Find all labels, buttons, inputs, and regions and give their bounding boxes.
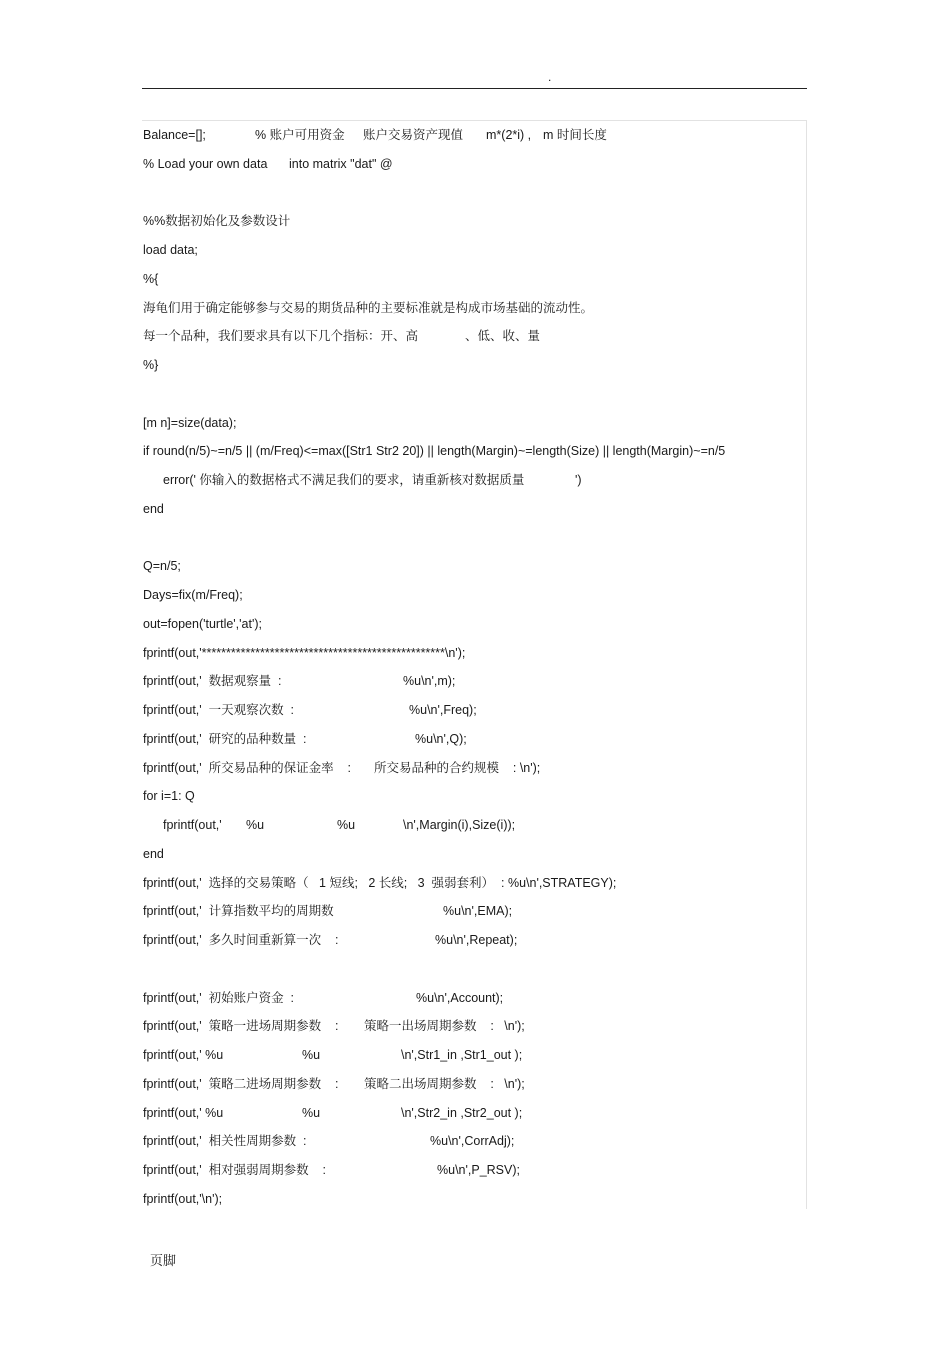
code-text: fprintf(out,' 一天观察次数 :	[143, 703, 295, 717]
code-line	[143, 872, 803, 901]
code-text: %u	[337, 818, 356, 832]
code-text: end	[143, 846, 164, 861]
code-line	[143, 555, 803, 584]
code-text: fprintf(out,'	[163, 818, 222, 832]
code-text: %{	[143, 271, 159, 286]
code-line	[143, 929, 803, 958]
code-text: %%数据初始化及参数设计	[143, 214, 291, 229]
code-line	[143, 1159, 803, 1188]
code-line	[143, 354, 803, 383]
code-text: load data;	[143, 243, 198, 257]
code-text: out=fopen('turtle','at');	[143, 616, 262, 631]
code-line	[143, 584, 803, 613]
code-text: fprintf(out,' %u	[143, 1048, 224, 1062]
code-line	[143, 900, 803, 929]
code-text: %u	[246, 818, 265, 832]
code-text: fprintf(out,' 策略二进场周期参数 :	[143, 1076, 339, 1091]
code-line	[143, 297, 803, 326]
code-text: 策略二出场周期参数 : \n');	[364, 1076, 525, 1091]
code-text: Days=fix(m/Freq);	[143, 588, 243, 602]
code-text: fprintf(out,' 策略一进场周期参数 :	[143, 1019, 339, 1034]
code-line	[143, 728, 803, 757]
page-footer: 页脚	[150, 1253, 177, 1268]
code-line	[143, 642, 803, 671]
code-text: fprintf(out,' 所交易品种的保证金率 :	[143, 760, 351, 775]
code-line	[143, 325, 803, 354]
code-line	[143, 1015, 803, 1044]
code-text: Q=n/5;	[143, 559, 181, 574]
code-text: %u	[302, 1048, 321, 1062]
code-text: \n',Str2_in ,Str2_out );	[401, 1105, 523, 1120]
code-line	[143, 153, 803, 182]
code-line	[143, 527, 803, 556]
code-text: ')	[575, 473, 582, 487]
code-text: Balance=[];	[143, 128, 206, 142]
code-text: 每一个品种，我们要求具有以下几个指标：开、高	[143, 329, 419, 344]
code-text: error(' 你输入的数据格式不满足我们的要求，请重新核对数据质量	[163, 473, 525, 487]
code-line	[143, 958, 803, 987]
code-line	[143, 1073, 803, 1102]
code-line	[143, 1188, 803, 1217]
code-line	[143, 440, 803, 469]
code-line	[143, 182, 803, 211]
code-line	[143, 1130, 803, 1159]
code-text: fprintf(out,' 相对强弱周期参数 :	[143, 1163, 326, 1177]
code-text: m 时间长度	[543, 128, 607, 142]
code-text: 、低、收、量	[465, 329, 541, 344]
code-line	[143, 239, 803, 268]
code-line	[143, 412, 803, 441]
code-text: % Load your own data	[143, 156, 268, 171]
code-line	[143, 843, 803, 872]
code-text: [m n]=size(data);	[143, 415, 237, 430]
code-line	[143, 670, 803, 699]
code-text: fprintf(out,' 初始账户资金 :	[143, 990, 295, 1005]
code-text: \n',Margin(i),Size(i));	[403, 818, 516, 832]
code-line	[143, 1044, 803, 1073]
code-text: fprintf(out,'\n');	[143, 1191, 223, 1206]
code-text: fprintf(out,' 多久时间重新算一次 :	[143, 933, 339, 947]
code-line	[143, 383, 803, 412]
code-text: fprintf(out,' 相关性周期参数 :	[143, 1134, 307, 1149]
code-line	[143, 268, 803, 297]
code-line	[143, 613, 803, 642]
code-text: %u\n',CorrAdj);	[430, 1134, 515, 1149]
code-line	[143, 699, 803, 728]
code-text: %u	[302, 1105, 321, 1120]
code-line	[143, 210, 803, 239]
code-text: %u\n',m);	[403, 674, 456, 689]
code-text: %}	[143, 358, 159, 372]
code-text: 账户交易资产现值	[363, 128, 464, 142]
code-listing	[143, 124, 803, 1217]
code-text: fprintf(out,'**************************************************\n');	[143, 645, 466, 660]
code-text: % 账户可用资金	[255, 128, 345, 142]
code-text: into matrix "dat" @	[289, 156, 393, 171]
code-text: fprintf(out,' 计算指数平均的周期数	[143, 904, 334, 919]
code-text: %u\n',Q);	[415, 731, 467, 746]
code-line	[143, 757, 803, 786]
code-text: %u\n',Freq);	[409, 703, 477, 717]
code-text: if round(n/5)~=n/5 || (m/Freq)<=max([Str1 Str2 20]) || length(Margin)~=length(Size) || length(Margin)~=n/5	[143, 444, 726, 459]
code-text: %u\n',EMA);	[443, 904, 513, 919]
code-line	[143, 469, 803, 498]
code-text: fprintf(out,' 数据观察量 :	[143, 674, 282, 689]
code-text: end	[143, 501, 164, 516]
code-text: \n',Str1_in ,Str1_out );	[401, 1048, 523, 1062]
code-line	[143, 1102, 803, 1131]
code-text: 策略一出场周期参数 : \n');	[364, 1019, 525, 1034]
code-text: %u\n',P_RSV);	[437, 1163, 520, 1177]
code-text: %u\n',Account);	[416, 990, 504, 1005]
code-text: fprintf(out,' 研究的品种数量 :	[143, 731, 307, 746]
header-mark: .	[548, 70, 552, 84]
code-text: for i=1: Q	[143, 789, 195, 804]
code-line	[143, 987, 803, 1016]
code-text: %u\n',Repeat);	[435, 933, 518, 947]
code-text: fprintf(out,' %u	[143, 1105, 224, 1120]
code-line	[143, 814, 803, 843]
code-line	[143, 785, 803, 814]
code-line	[143, 498, 803, 527]
header-rule	[142, 88, 807, 89]
code-text: 所交易品种的合约规模 : \n');	[374, 760, 541, 775]
code-line	[143, 124, 803, 153]
code-text: 海龟们用于确定能够参与交易的期货品种的主要标准就是构成市场基础的流动性。	[143, 300, 594, 315]
code-text: m*(2*i) ,	[486, 128, 532, 142]
code-text: fprintf(out,' 选择的交易策略（ 1 短线; 2 长线; 3 强弱套利） : %u\n',STRATEGY);	[143, 875, 617, 890]
